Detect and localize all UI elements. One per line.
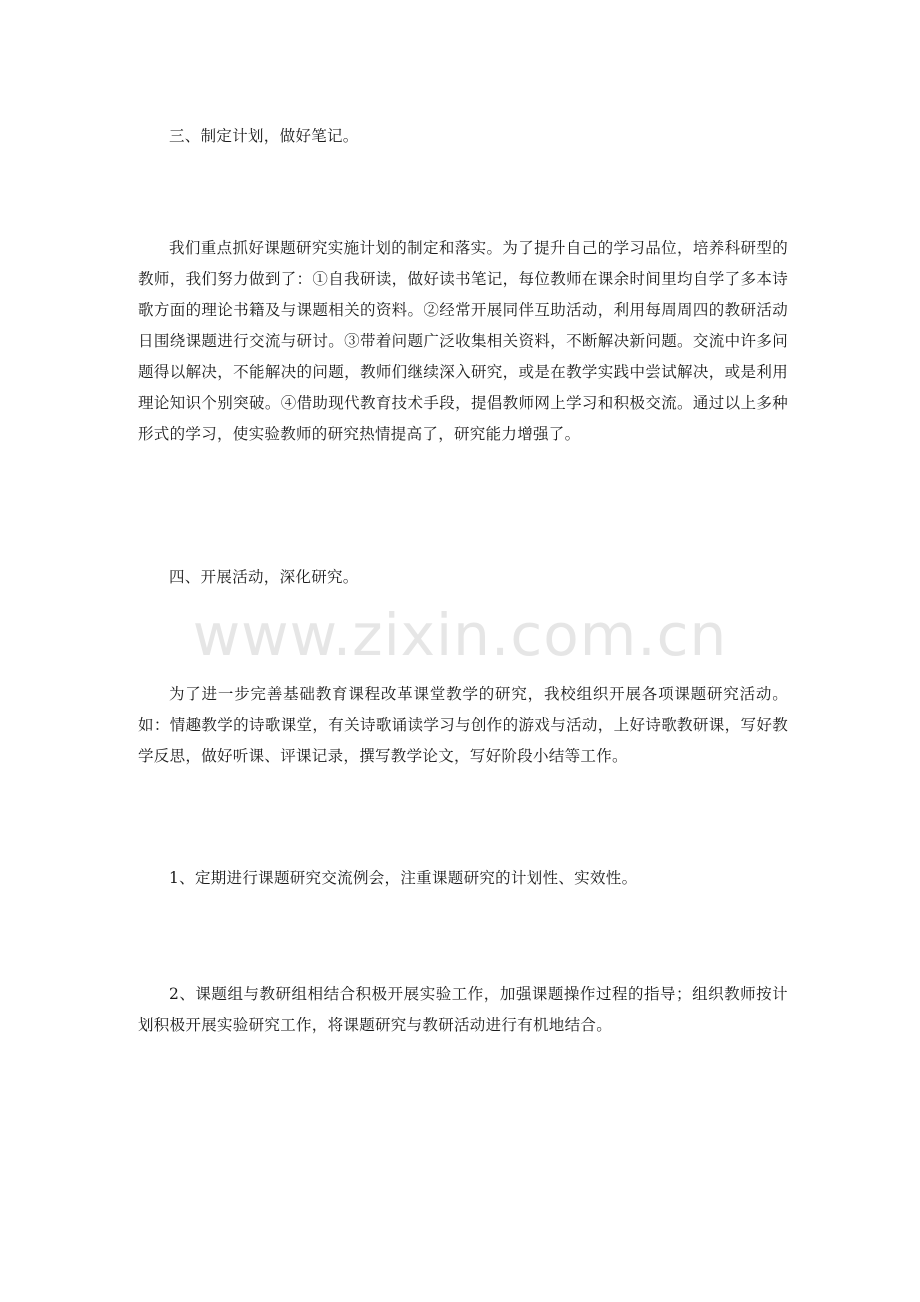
watermark: www.zixin.com.cn — [192, 601, 728, 669]
body-paragraph-plan: 我们重点抓好课题研究实施计划的制定和落实。为了提升自己的学习品位，培养科研型的教师，我们努力做到了：①自我研读，做好读书笔记，每位教师在课余时间里均自学了多本诗歌方面的理论书籍及与课题相关的资料。②经常开展同伴互助活动，利用每周周四的教研活动日围绕课题进行交流与研讨。③带着问题广泛收集相关资料，不断解决新问题。交流中许多问题得以解决，不能解决的问题，教师们继续深入研究，或是在教学实践中尝试解决，或是利用理论知识个别突破。④借助现代教育技术手段，提倡教师网上学习和积极交流。通过以上多种形式的学习，使实验教师的研究热情提高了，研究能力增强了。 — [138, 239, 788, 443]
section-heading-4: 四、开展活动，深化研究。 — [169, 568, 359, 586]
body-paragraph-activities: 为了进一步完善基础教育课程改革课堂教学的研究，我校组织开展各项课题研究活动。如：情趣教学的诗歌课堂，有关诗歌诵读学习与创作的游戏与活动，上好诗歌教研课，写好教学反思，做好听课、评课记录，撰写教学论文，写好阶段小结等工作。 — [138, 685, 788, 765]
list-item-2: 2、课题组与教研组相结合积极开展实验工作，加强课题操作过程的指导；组织教师按计划积极开展实验研究工作，将课题研究与教研活动进行有机地结合。 — [138, 985, 788, 1034]
list-item-1: 1、定期进行课题研究交流例会，注重课题研究的计划性、实效性。 — [169, 869, 638, 887]
section-heading-3: 三、制定计划，做好笔记。 — [169, 127, 359, 145]
